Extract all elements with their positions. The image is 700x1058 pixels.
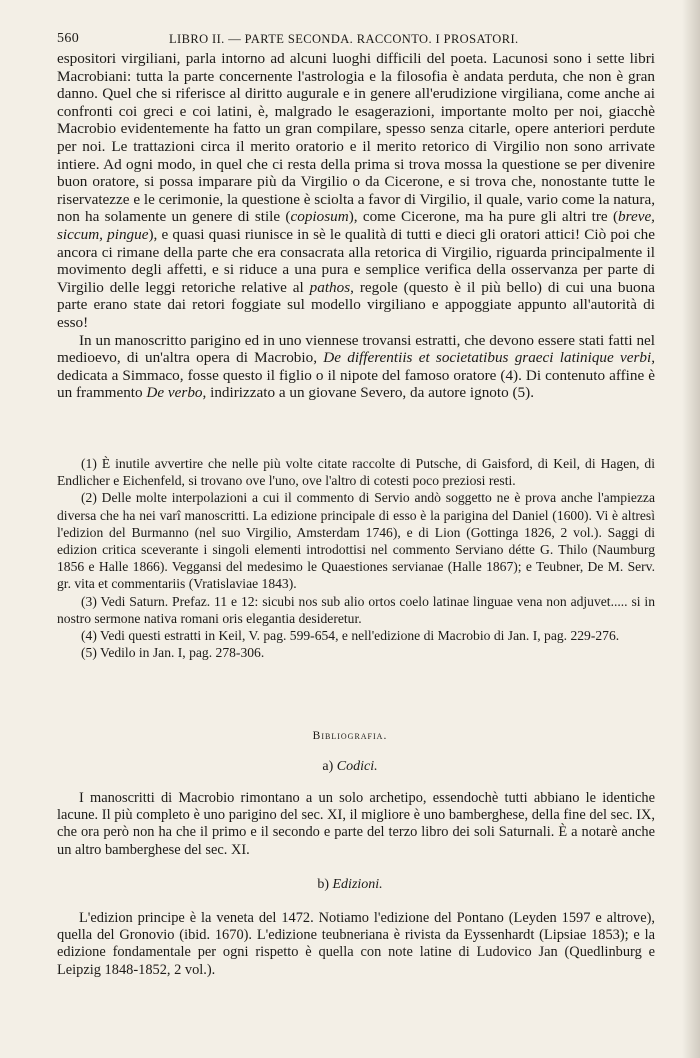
footnote-3: (3) Vedi Saturn. Prefaz. 11 e 12: sicubi nos sub alio ortos coelo latinae linguae vena non adjuvet..... si in nostro sermone nativa romani oris elegantia desideretur. xyxy=(57,593,655,626)
work-title: De differentiis et societatibus graeci latinique verbi xyxy=(323,349,652,367)
codici-heading: a) Codici. xyxy=(322,759,378,774)
footnotes xyxy=(57,455,655,661)
footnote-1: (1) È inutile avvertire che nelle più volte citate raccolte di Putsche, di Gaisford, di Keil, di Hagen, di Endlicher e Eichenfeld, si trovano ove l'uno, ove l'altro di cotesti poco preziosi resti. xyxy=(57,456,655,489)
edizioni-heading: b) Edizioni. xyxy=(317,877,383,892)
latin-term: copiosum xyxy=(290,208,349,226)
footnote-4: (4) Vedi questi estratti in Keil, V. pag. 599-654, e nell'edizione di Macrobio di Jan. I, pag. 229-276. xyxy=(81,628,620,644)
edizioni-section xyxy=(57,910,655,979)
body-paragraph-1: espositori virgiliani, parla intorno ad alcuni luoghi difficili del poeta. Lacunosi sono i sette libri Macrobiani: tutta la parte concernente l'astrologia e la filosofia è andata perduta, che non è gran danno. Quel che si riferisce al diritto augurale e in genere all'erudizione virgiliana, come anche ai confronti coi greci e coi latini, è, malgrado le esagerazioni, importante molto per noi, giacchè Macrobio evidentemente ha fatto un gran compilare, spesso senza citarle, opere anteriori perdute per noi. Le trattazioni circa il merito oratorio e il merito retorico di Virgilio non sono arrivate intiere. Ad ogni modo, in quel che ci resta della prima si trova mossa la questione se per divenire buon oratore, si possa imparare più da Virgilio o da Cicerone, e si trova che, nonostante tutte le riservatezze e le cerimonie, la questione è sciolta a favor di Virgilio, il quale, vario come la natura, non ha solamente un genere di stile (copiosum), come Cicerone, ma ha pure gli altri tre (breve, siccum, pingue), e quasi quasi riunisce in sè le qualità di tutti e dieci gli oratori attici! Ciò poi che ancora ci rimane della parte che era consacrata alla retorica di Virgilio, riguarda principalmente il movimento degli affetti, e si riduce a una pura e semplice verifica della osservanza per parte di Virgilio delle leggi retoriche relative al pathos, regole (questo è il più bello) di cui una buona parte erano state dai retori foggiate sul modello virgiliano e appoggiate appunto all'autorità di esso! xyxy=(57,50,655,331)
edizioni-paragraph: L'edizion principe è la veneta del 1472. Notiamo l'edizione del Pontano (Leyden 1597 e altrove), quella del Gronovio (ibid. 1670). L'edizione teubneriana è rivista da Eyssenhardt (Lipsiae 1853); e la edizione fondamentale per ogni rispetto è quella con note latine di Ludovico Jan (Quedlinburg e Leipzig 1848-1852, 2 vol.). xyxy=(57,910,655,978)
main-text xyxy=(57,50,655,402)
footnote-5: (5) Vedilo in Jan. I, pag. 278-306. xyxy=(81,645,265,661)
body-paragraph-2: In un manoscritto parigino ed in uno viennese trovansi estratti, che devono essere stati fatti nel medioevo, di un'altra opera di Macrobio, De differentiis et societatibus graeci latinique verbi, dedicata a Simmaco, fosse questo il figlio o il nipote del famoso oratore (4). Di contenuto affine è un frammento De verbo, indirizzato a un giovane Severo, da autore ignoto (5). xyxy=(57,331,655,402)
work-title: De verbo xyxy=(146,384,203,402)
codici-section xyxy=(57,790,655,859)
footnote-2: (2) Delle molte interpolazioni a cui il commento di Servio andò soggetto ne è prova anche l'ampiezza diversa che ha nei varî manoscritti. La edizione principale di esso è la parigina del Daniel (1600). Vi è altresì l'edizion del Burmanno (nel suo Virgilio, Amsterdam 1746), e di Lion (Gottinga 1826, 2 vol.). Saggi di edizion critica sceverante i singoli elementi introdottisi nel commento Serviano détte G. Thilo (Naumburg 1856 e Halle 1866). Veggansi del medesimo le Quaestiones servianae (Halle 1867); e Teubner, De M. Serv. gr. vita et commentariis (Vratislaviae 1843). xyxy=(57,490,655,592)
greek-term: pathos xyxy=(309,278,351,296)
codici-paragraph: I manoscritti di Macrobio rimontano a un solo archetipo, essendochè tutti abbiano le identiche lacune. Il più completo è uno parigino del sec. XI, il migliore è uno bamberghese, della fine del sec. IX, che ora però non ha che il primo e il secondo e parte del terzo libro dei soli Saturnali. È a notarè anche un altro bamberghese del sec. XI. xyxy=(57,790,655,858)
page-edge-shadow xyxy=(682,0,700,1058)
page-number: 560 xyxy=(57,31,80,46)
bibliography-heading: Bibliografia. xyxy=(312,730,388,742)
latin-term: breve, siccum, pingue xyxy=(57,208,655,243)
running-title: LIBRO II. — PARTE SECONDA. RACCONTO. I PROSATORI. xyxy=(169,32,519,46)
